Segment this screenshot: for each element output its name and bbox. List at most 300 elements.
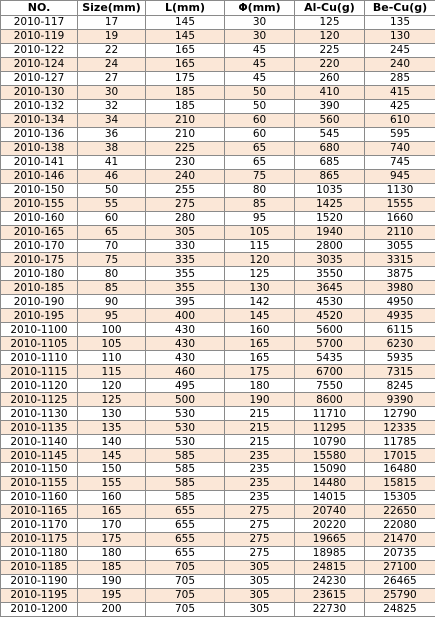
table-row: [1, 504, 435, 518]
cell-diameter: 60: [225, 127, 295, 141]
cell-diameter: 190: [225, 393, 295, 407]
cell-no: 2010-175: [1, 253, 78, 267]
cell-size: 55: [78, 197, 146, 211]
cell-no: 2010-130: [1, 85, 78, 99]
cell-no: 2010-1165: [1, 504, 78, 518]
cell-no: 2010-1105: [1, 337, 78, 351]
cell-length: 585: [146, 476, 225, 490]
cell-size: 24: [78, 57, 146, 71]
cell-size: 41: [78, 155, 146, 169]
cell-length: 395: [146, 295, 225, 309]
cell-length: 495: [146, 379, 225, 393]
cell-al-cu-weight: 220: [295, 57, 365, 71]
table-row: [1, 574, 435, 588]
table-row: [1, 253, 435, 267]
cell-be-cu-weight: 12335: [365, 421, 435, 435]
cell-al-cu-weight: 24815: [295, 560, 365, 574]
cell-size: 17: [78, 16, 146, 30]
cell-length: 705: [146, 574, 225, 588]
cell-al-cu-weight: 20220: [295, 518, 365, 532]
cell-size: 190: [78, 574, 146, 588]
cell-be-cu-weight: 415: [365, 85, 435, 99]
cell-no: 2010-1180: [1, 546, 78, 560]
cell-diameter: 145: [225, 309, 295, 323]
cell-al-cu-weight: 560: [295, 113, 365, 127]
cell-size: 185: [78, 560, 146, 574]
cell-be-cu-weight: 25790: [365, 588, 435, 602]
cell-be-cu-weight: 2110: [365, 225, 435, 239]
cell-no: 2010-155: [1, 197, 78, 211]
cell-al-cu-weight: 11710: [295, 407, 365, 421]
cell-length: 165: [146, 57, 225, 71]
cell-diameter: 50: [225, 99, 295, 113]
table-row: [1, 518, 435, 532]
table-body: [1, 16, 435, 617]
cell-size: 30: [78, 85, 146, 99]
cell-no: 2010-1100: [1, 323, 78, 337]
header-length: L(mm): [146, 1, 225, 16]
table-row: [1, 127, 435, 141]
cell-length: 530: [146, 421, 225, 435]
table-row: [1, 211, 435, 225]
table-row: [1, 43, 435, 57]
cell-be-cu-weight: 240: [365, 57, 435, 71]
cell-length: 355: [146, 281, 225, 295]
table-row: [1, 560, 435, 574]
cell-length: 225: [146, 141, 225, 155]
table-row: [1, 463, 435, 477]
cell-length: 705: [146, 560, 225, 574]
cell-al-cu-weight: 410: [295, 85, 365, 99]
cell-diameter: 235: [225, 463, 295, 477]
cell-al-cu-weight: 5600: [295, 323, 365, 337]
cell-no: 2010-146: [1, 169, 78, 183]
cell-length: 210: [146, 113, 225, 127]
cell-no: 2010-160: [1, 211, 78, 225]
cell-diameter: 50: [225, 85, 295, 99]
cell-no: 2010-124: [1, 57, 78, 71]
cell-be-cu-weight: 11785: [365, 435, 435, 449]
cell-be-cu-weight: 26465: [365, 574, 435, 588]
cell-be-cu-weight: 6115: [365, 323, 435, 337]
cell-size: 60: [78, 211, 146, 225]
cell-be-cu-weight: 15305: [365, 490, 435, 504]
cell-diameter: 30: [225, 29, 295, 43]
cell-length: 530: [146, 407, 225, 421]
cell-size: 175: [78, 532, 146, 546]
cell-al-cu-weight: 19665: [295, 532, 365, 546]
cell-no: 2010-1155: [1, 476, 78, 490]
table-row: [1, 588, 435, 602]
cell-no: 2010-1200: [1, 602, 78, 616]
cell-length: 655: [146, 504, 225, 518]
header-no: NO.: [1, 1, 78, 16]
cell-al-cu-weight: 6700: [295, 365, 365, 379]
cell-length: 240: [146, 169, 225, 183]
cell-al-cu-weight: 225: [295, 43, 365, 57]
cell-be-cu-weight: 24825: [365, 602, 435, 616]
table-row: [1, 351, 435, 365]
cell-al-cu-weight: 3035: [295, 253, 365, 267]
cell-diameter: 165: [225, 351, 295, 365]
cell-no: 2010-1150: [1, 463, 78, 477]
cell-length: 585: [146, 490, 225, 504]
cell-no: 2010-180: [1, 267, 78, 281]
header-al-cu-weight: Al-Cu(g): [295, 1, 365, 16]
cell-be-cu-weight: 27100: [365, 560, 435, 574]
table-row: [1, 169, 435, 183]
cell-size: 120: [78, 379, 146, 393]
cell-no: 2010-122: [1, 43, 78, 57]
table-row: [1, 309, 435, 323]
cell-no: 2010-1195: [1, 588, 78, 602]
cell-no: 2010-190: [1, 295, 78, 309]
cell-al-cu-weight: 685: [295, 155, 365, 169]
cell-size: 22: [78, 43, 146, 57]
cell-al-cu-weight: 3550: [295, 267, 365, 281]
cell-diameter: 275: [225, 546, 295, 560]
cell-diameter: 45: [225, 71, 295, 85]
cell-length: 280: [146, 211, 225, 225]
cell-no: 2010-132: [1, 99, 78, 113]
cell-al-cu-weight: 20740: [295, 504, 365, 518]
cell-al-cu-weight: 22730: [295, 602, 365, 616]
cell-size: 65: [78, 225, 146, 239]
cell-be-cu-weight: 285: [365, 71, 435, 85]
cell-length: 355: [146, 267, 225, 281]
cell-no: 2010-185: [1, 281, 78, 295]
cell-al-cu-weight: 390: [295, 99, 365, 113]
cell-al-cu-weight: 14480: [295, 476, 365, 490]
cell-be-cu-weight: 1660: [365, 211, 435, 225]
cell-be-cu-weight: 1130: [365, 183, 435, 197]
cell-size: 46: [78, 169, 146, 183]
cell-be-cu-weight: 20735: [365, 546, 435, 560]
cell-no: 2010-1130: [1, 407, 78, 421]
cell-length: 185: [146, 99, 225, 113]
cell-size: 34: [78, 113, 146, 127]
cell-no: 2010-1120: [1, 379, 78, 393]
cell-diameter: 130: [225, 281, 295, 295]
cell-length: 705: [146, 602, 225, 616]
cell-be-cu-weight: 740: [365, 141, 435, 155]
cell-diameter: 175: [225, 365, 295, 379]
header-diameter: Φ(mm): [225, 1, 295, 16]
cell-be-cu-weight: 8245: [365, 379, 435, 393]
header-be-cu-weight: Be-Cu(g): [365, 1, 435, 16]
cell-diameter: 275: [225, 518, 295, 532]
cell-no: 2010-136: [1, 127, 78, 141]
cell-be-cu-weight: 3315: [365, 253, 435, 267]
cell-no: 2010-138: [1, 141, 78, 155]
cell-size: 80: [78, 267, 146, 281]
cell-be-cu-weight: 3055: [365, 239, 435, 253]
cell-be-cu-weight: 245: [365, 43, 435, 57]
cell-be-cu-weight: 21470: [365, 532, 435, 546]
cell-size: 38: [78, 141, 146, 155]
cell-length: 335: [146, 253, 225, 267]
cell-be-cu-weight: 4950: [365, 295, 435, 309]
cell-diameter: 30: [225, 16, 295, 30]
cell-size: 27: [78, 71, 146, 85]
cell-diameter: 215: [225, 421, 295, 435]
cell-no: 2010-117: [1, 16, 78, 30]
cell-no: 2010-1115: [1, 365, 78, 379]
cell-diameter: 65: [225, 155, 295, 169]
cell-diameter: 275: [225, 504, 295, 518]
cell-diameter: 65: [225, 141, 295, 155]
cell-diameter: 235: [225, 490, 295, 504]
cell-diameter: 125: [225, 267, 295, 281]
table-row: [1, 295, 435, 309]
cell-be-cu-weight: 22650: [365, 504, 435, 518]
cell-diameter: 305: [225, 588, 295, 602]
cell-size: 50: [78, 183, 146, 197]
cell-size: 110: [78, 351, 146, 365]
cell-al-cu-weight: 18985: [295, 546, 365, 560]
cell-length: 145: [146, 29, 225, 43]
cell-size: 155: [78, 476, 146, 490]
cell-al-cu-weight: 680: [295, 141, 365, 155]
cell-no: 2010-1135: [1, 421, 78, 435]
cell-no: 2010-141: [1, 155, 78, 169]
cell-be-cu-weight: 6230: [365, 337, 435, 351]
cell-size: 150: [78, 463, 146, 477]
cell-al-cu-weight: 7550: [295, 379, 365, 393]
cell-size: 135: [78, 421, 146, 435]
cell-be-cu-weight: 9390: [365, 393, 435, 407]
cell-length: 400: [146, 309, 225, 323]
cell-no: 2010-1185: [1, 560, 78, 574]
cell-diameter: 235: [225, 449, 295, 463]
cell-al-cu-weight: 4520: [295, 309, 365, 323]
cell-no: 2010-1170: [1, 518, 78, 532]
cell-length: 330: [146, 239, 225, 253]
cell-no: 2010-1190: [1, 574, 78, 588]
cell-length: 430: [146, 351, 225, 365]
cell-al-cu-weight: 125: [295, 16, 365, 30]
table-row: [1, 323, 435, 337]
header-size: Size(mm): [78, 1, 146, 16]
cell-length: 500: [146, 393, 225, 407]
cell-al-cu-weight: 10790: [295, 435, 365, 449]
cell-al-cu-weight: 865: [295, 169, 365, 183]
cell-size: 32: [78, 99, 146, 113]
table-row: [1, 197, 435, 211]
cell-be-cu-weight: 12790: [365, 407, 435, 421]
cell-length: 460: [146, 365, 225, 379]
cell-length: 210: [146, 127, 225, 141]
cell-be-cu-weight: 135: [365, 16, 435, 30]
cell-diameter: 85: [225, 197, 295, 211]
cell-be-cu-weight: 595: [365, 127, 435, 141]
table-row: [1, 407, 435, 421]
cell-diameter: 45: [225, 57, 295, 71]
cell-diameter: 75: [225, 169, 295, 183]
cell-diameter: 115: [225, 239, 295, 253]
cell-size: 75: [78, 253, 146, 267]
cell-diameter: 95: [225, 211, 295, 225]
cell-al-cu-weight: 11295: [295, 421, 365, 435]
cell-al-cu-weight: 4530: [295, 295, 365, 309]
cell-al-cu-weight: 2800: [295, 239, 365, 253]
table-row: [1, 449, 435, 463]
cell-diameter: 120: [225, 253, 295, 267]
cell-diameter: 180: [225, 379, 295, 393]
table-row: [1, 29, 435, 43]
cell-diameter: 305: [225, 602, 295, 616]
cell-size: 90: [78, 295, 146, 309]
cell-al-cu-weight: 1425: [295, 197, 365, 211]
table-row: [1, 281, 435, 295]
cell-al-cu-weight: 3645: [295, 281, 365, 295]
cell-diameter: 45: [225, 43, 295, 57]
table-row: [1, 71, 435, 85]
cell-size: 36: [78, 127, 146, 141]
cell-be-cu-weight: 3980: [365, 281, 435, 295]
cell-be-cu-weight: 17015: [365, 449, 435, 463]
cell-size: 125: [78, 393, 146, 407]
table-row: [1, 183, 435, 197]
cell-size: 200: [78, 602, 146, 616]
cell-size: 180: [78, 546, 146, 560]
cell-no: 2010-134: [1, 113, 78, 127]
cell-be-cu-weight: 3875: [365, 267, 435, 281]
cell-al-cu-weight: 260: [295, 71, 365, 85]
cell-size: 95: [78, 309, 146, 323]
table-row: [1, 239, 435, 253]
cell-no: 2010-1160: [1, 490, 78, 504]
cell-size: 19: [78, 29, 146, 43]
cell-length: 145: [146, 16, 225, 30]
cell-diameter: 160: [225, 323, 295, 337]
header-row: [1, 1, 435, 16]
cell-size: 195: [78, 588, 146, 602]
table-row: [1, 337, 435, 351]
cell-al-cu-weight: 23615: [295, 588, 365, 602]
table-row: [1, 490, 435, 504]
table-row: [1, 225, 435, 239]
cell-no: 2010-1110: [1, 351, 78, 365]
cell-al-cu-weight: 8600: [295, 393, 365, 407]
cell-al-cu-weight: 120: [295, 29, 365, 43]
cell-al-cu-weight: 24230: [295, 574, 365, 588]
cell-al-cu-weight: 1520: [295, 211, 365, 225]
cell-no: 2010-1140: [1, 435, 78, 449]
table-row: [1, 532, 435, 546]
table-row: [1, 476, 435, 490]
cell-length: 655: [146, 518, 225, 532]
table-row: [1, 365, 435, 379]
cell-be-cu-weight: 425: [365, 99, 435, 113]
cell-size: 140: [78, 435, 146, 449]
cell-be-cu-weight: 22080: [365, 518, 435, 532]
cell-be-cu-weight: 15815: [365, 476, 435, 490]
cell-size: 165: [78, 504, 146, 518]
cell-no: 2010-195: [1, 309, 78, 323]
cell-diameter: 105: [225, 225, 295, 239]
cell-size: 170: [78, 518, 146, 532]
cell-length: 165: [146, 43, 225, 57]
cell-no: 2010-150: [1, 183, 78, 197]
cell-no: 2010-1145: [1, 449, 78, 463]
cell-no: 2010-170: [1, 239, 78, 253]
cell-diameter: 165: [225, 337, 295, 351]
cell-be-cu-weight: 945: [365, 169, 435, 183]
cell-size: 160: [78, 490, 146, 504]
table-row: [1, 393, 435, 407]
table-row: [1, 602, 435, 616]
cell-length: 705: [146, 588, 225, 602]
cell-al-cu-weight: 5700: [295, 337, 365, 351]
table-row: [1, 546, 435, 560]
cell-length: 185: [146, 85, 225, 99]
cell-no: 2010-1175: [1, 532, 78, 546]
table-row: [1, 267, 435, 281]
cell-al-cu-weight: 15090: [295, 463, 365, 477]
cell-diameter: 142: [225, 295, 295, 309]
cell-length: 585: [146, 463, 225, 477]
cell-diameter: 235: [225, 476, 295, 490]
cell-diameter: 60: [225, 113, 295, 127]
cell-length: 175: [146, 71, 225, 85]
cell-size: 105: [78, 337, 146, 351]
cell-al-cu-weight: 15580: [295, 449, 365, 463]
cell-length: 530: [146, 435, 225, 449]
cell-length: 655: [146, 546, 225, 560]
cell-length: 585: [146, 449, 225, 463]
cell-no: 2010-1125: [1, 393, 78, 407]
cell-be-cu-weight: 1555: [365, 197, 435, 211]
cell-size: 100: [78, 323, 146, 337]
cell-al-cu-weight: 14015: [295, 490, 365, 504]
table-row: [1, 155, 435, 169]
cell-length: 275: [146, 197, 225, 211]
table-row: [1, 99, 435, 113]
cell-al-cu-weight: 545: [295, 127, 365, 141]
cell-size: 130: [78, 407, 146, 421]
cell-diameter: 305: [225, 574, 295, 588]
cell-size: 145: [78, 449, 146, 463]
cell-length: 430: [146, 337, 225, 351]
table-row: [1, 113, 435, 127]
cell-be-cu-weight: 745: [365, 155, 435, 169]
cell-be-cu-weight: 130: [365, 29, 435, 43]
cell-no: 2010-165: [1, 225, 78, 239]
cell-length: 230: [146, 155, 225, 169]
table-row: [1, 85, 435, 99]
cell-length: 305: [146, 225, 225, 239]
cell-no: 2010-127: [1, 71, 78, 85]
cell-size: 70: [78, 239, 146, 253]
cell-be-cu-weight: 610: [365, 113, 435, 127]
cell-al-cu-weight: 1035: [295, 183, 365, 197]
table-row: [1, 379, 435, 393]
cell-be-cu-weight: 16480: [365, 463, 435, 477]
cell-no: 2010-119: [1, 29, 78, 43]
cell-diameter: 215: [225, 407, 295, 421]
cell-al-cu-weight: 1940: [295, 225, 365, 239]
table-row: [1, 435, 435, 449]
table-row: [1, 141, 435, 155]
cell-diameter: 275: [225, 532, 295, 546]
cell-diameter: 305: [225, 560, 295, 574]
cell-length: 655: [146, 532, 225, 546]
cell-size: 85: [78, 281, 146, 295]
cell-length: 430: [146, 323, 225, 337]
table-row: [1, 421, 435, 435]
cell-length: 255: [146, 183, 225, 197]
